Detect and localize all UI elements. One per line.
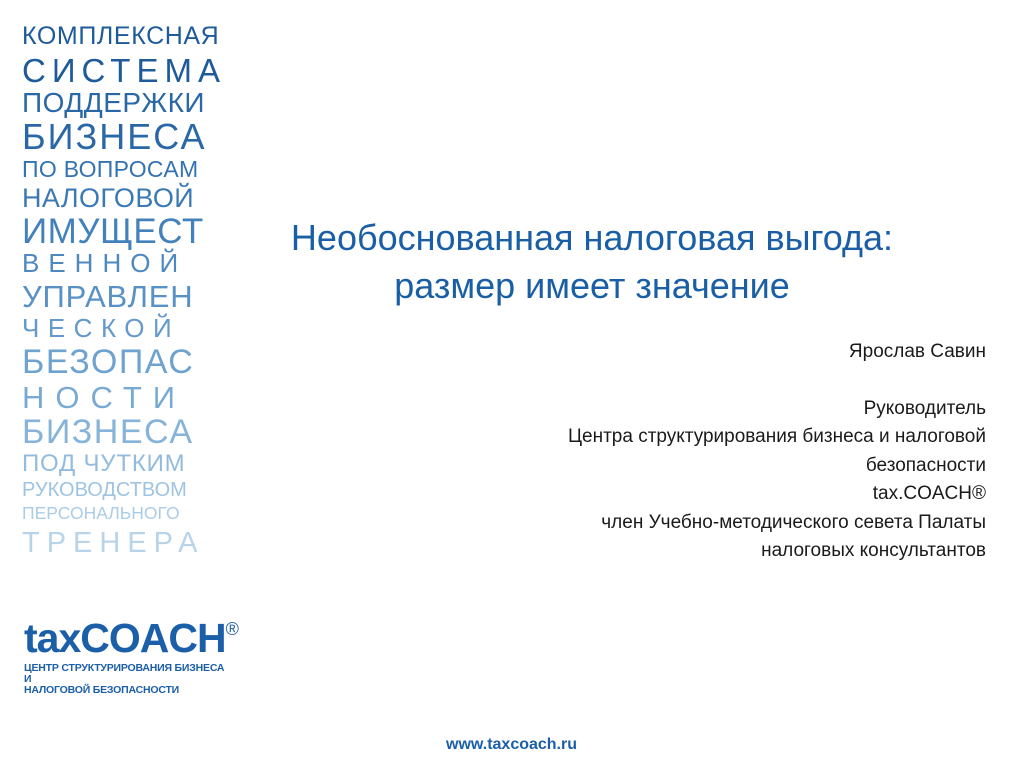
slogan-line: УПРАВЛЕН <box>22 279 194 314</box>
slogan-line: НОСТИ <box>22 380 187 415</box>
title-line: Необоснованная налоговая выгода: <box>290 217 894 258</box>
logo-subtitle-line: НАЛОГОВОЙ БЕЗОПАСНОСТИ <box>24 684 180 697</box>
registered-icon: ® <box>225 619 238 639</box>
logo-subtitle-line: ЦЕНТР СТРУКТУРИРОВАНИЯ БИЗНЕСА И <box>24 662 225 686</box>
taxcoach-logo <box>24 615 238 697</box>
slogan-line: ПЕРСОНАЛЬНОГО <box>22 503 180 523</box>
logo-name: taxCOACH <box>24 615 226 661</box>
website-url[interactable]: www.taxcoach.ru <box>446 736 577 753</box>
slogan-line: СИСТЕМА <box>22 52 226 89</box>
slogan-line: БИЗНЕСА <box>22 116 207 157</box>
author-brand: tax.COACH® <box>872 483 986 504</box>
author-org: Центра структурирования бизнеса и налоговой <box>567 426 986 447</box>
spacer <box>426 367 986 395</box>
slogan-line: НАЛОГОВОЙ <box>22 183 195 213</box>
slide-title <box>232 214 952 310</box>
sidebar-slogan <box>22 22 226 559</box>
slogan-line: ВЕННОЙ <box>22 248 188 278</box>
author-name: Ярослав Савин <box>848 341 986 362</box>
slogan-line: ПО ВОПРОСАМ <box>22 156 199 182</box>
logo-wordmark <box>24 615 238 661</box>
slogan-line: ЧЕСКОЙ <box>22 313 181 343</box>
slogan-line: ПОДДЕРЖКИ <box>22 87 206 118</box>
slogan-line: ТРЕНЕРА <box>22 526 205 559</box>
slogan-line: КОМПЛЕКСНАЯ <box>22 22 220 50</box>
author-org: безопасности <box>865 454 986 476</box>
slogan-line: БЕЗОПАС <box>22 343 195 381</box>
author-membership: член Учебно-методического севета Палаты <box>601 511 986 533</box>
slogan-line: ПОД ЧУТКИМ <box>22 450 186 477</box>
slogan-line: РУКОВОДСТВОМ <box>22 479 187 501</box>
title-line: размер имеет значение <box>394 265 790 306</box>
author-block <box>426 338 986 566</box>
author-role: Руководитель <box>863 397 986 419</box>
author-membership: налоговых консультантов <box>761 540 986 561</box>
logo-subtitle <box>24 663 234 696</box>
slogan-line: ИМУЩЕСТ <box>22 212 204 251</box>
slogan-line: БИЗНЕСА <box>22 413 194 451</box>
